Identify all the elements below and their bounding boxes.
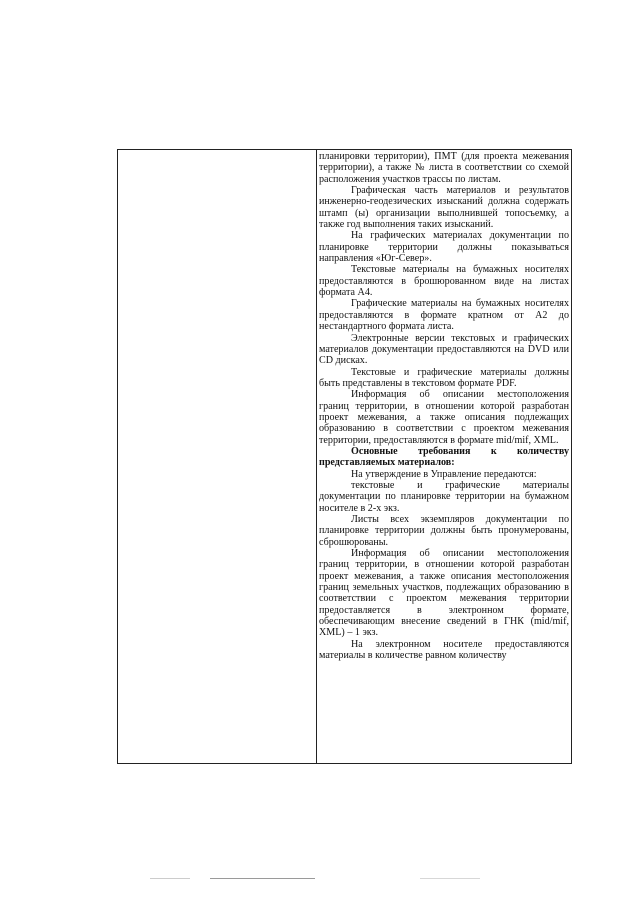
- table-right-column: [319, 151, 569, 661]
- paragraph-5: Графические материалы на бумажных носителях предоставляются в формате кратном от А2 до нестандартного формата листа.: [319, 298, 569, 333]
- section-heading: Основные требования к количеству представляемых материалов:: [319, 445, 569, 469]
- paragraph-11: текстовые и графические материалы документации по планировке территории на бумажном носителе в 2-х экз.: [319, 479, 569, 514]
- table-left-column: [118, 150, 317, 763]
- paragraph-7: Текстовые и графические материалы должны быть представлены в текстовом формате PDF.: [319, 366, 569, 389]
- paragraph-14: На электронном носителе предоставляются материалы в количестве равном количеству: [319, 638, 569, 662]
- document-table: [117, 149, 572, 764]
- paragraph-13: Информация об описании местоположения границ территории, в отношении которой разработан проект межевания, а также описания местоположения границ земельных участков, подлежащих образованию в соответствии с проектом межевания территории предоставляется в электронном формате, обеспечивающим внесение сведений в ГНК (mid/mif, XML) – 1 экз.: [319, 548, 569, 639]
- paragraph-3: На графических материалах документации по планировке территории должны показываться направления «Юг-Север».: [319, 230, 569, 265]
- paragraph-1: планировки территории), ПМТ (для проекта межевания территории), а также № листа в соответствии со схемой расположения участков трассы по листам.: [319, 151, 569, 185]
- paragraph-6: Электронные версии текстовых и графических материалов документации предоставляются на DVD или CD дисках.: [319, 332, 569, 367]
- paragraph-12: Листы всех экземпляров документации по планировке территории должны быть пронумерованы, сброшюрованы.: [319, 514, 569, 548]
- paragraph-10: На утверждение в Управление передаются:: [351, 468, 537, 480]
- scan-artifact-line: [210, 878, 315, 879]
- paragraph-8: Информация об описании местоположения границ территории, в отношении которой разработан проект межевания, а также описания подлежащих образованию в соответствии с проектом межевания территории, предоставляются в формате mid/mif, XML.: [319, 389, 569, 446]
- paragraph-4: Текстовые материалы на бумажных носителях предоставляются в брошюрованном виде на листах формата А4.: [319, 264, 569, 299]
- scan-artifact-line: [150, 878, 190, 879]
- scan-artifact-line: [420, 878, 480, 879]
- paragraph-2: Графическая часть материалов и результатов инженерно-геодезических изысканий должна содержать штамп (ы) организации выполнившей топосъемку, а также год выполнения таких изысканий.: [319, 185, 569, 231]
